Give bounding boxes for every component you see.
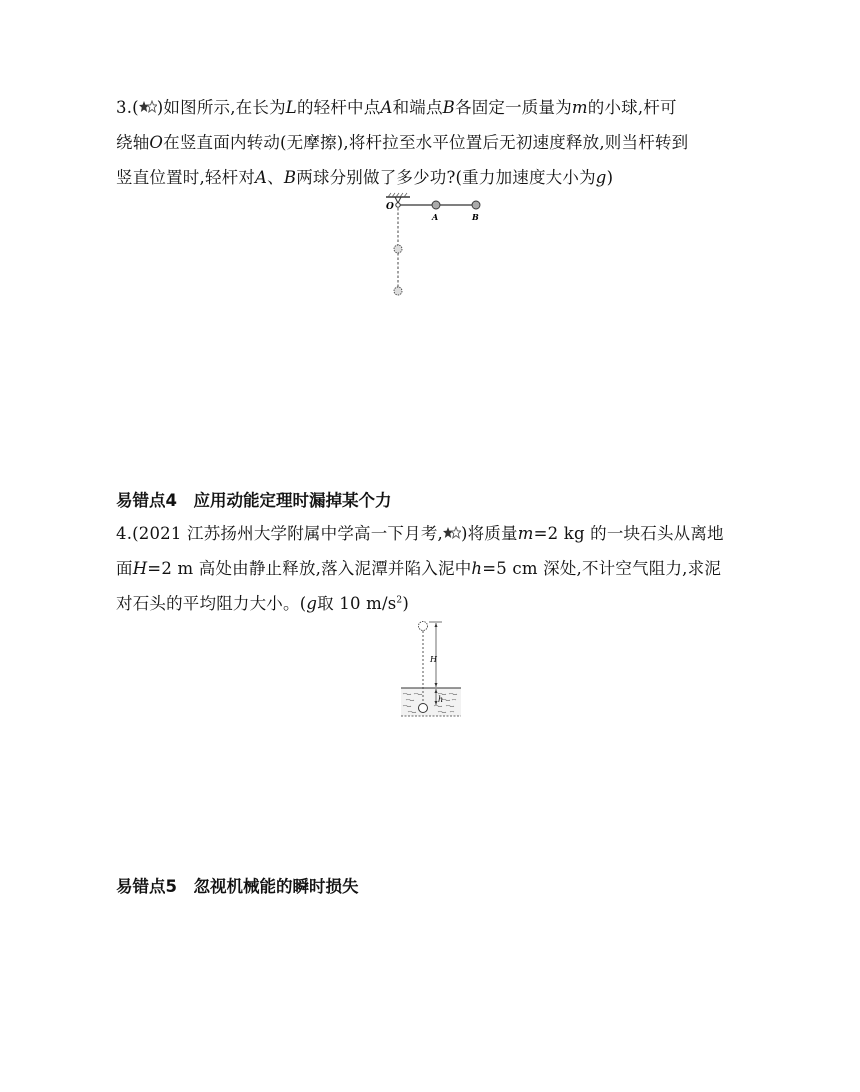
- ball-b: [472, 201, 480, 209]
- mud-pool: [401, 688, 461, 716]
- q3-number: 3.(: [116, 98, 139, 117]
- q3-line-1: 3.( )如图所示,在长为L的轻杆中点A和端点B各固定一质量为m的小球,杆可: [116, 98, 677, 117]
- difficulty-stars-icon: [139, 100, 157, 114]
- stone-end: [419, 704, 428, 713]
- label-h-upper: H: [430, 655, 437, 664]
- q4-line-2: 面H=2 m 高处由静止释放,落入泥潭并陷入泥中h=5 cm 深处,不计空气阻力,求泥: [116, 559, 722, 578]
- pivot-o: [396, 203, 400, 207]
- q4-line-3: 对石头的平均阻力大小。(g取 10 $m/s^2$): [116, 594, 409, 613]
- heading-error-point-4: 易错点4 应用动能定理时漏掉某个力: [116, 491, 392, 510]
- rod-pendulum-figure: [380, 192, 490, 302]
- label-b: B: [472, 212, 479, 222]
- stone-start-dashed: [419, 622, 428, 631]
- ball-a: [432, 201, 440, 209]
- label-h-lower: h: [438, 695, 444, 704]
- difficulty-stars-icon: [443, 526, 461, 540]
- label-o: O: [386, 202, 394, 212]
- ball-b-dashed: [394, 287, 402, 295]
- ball-a-dashed: [394, 245, 402, 253]
- q3-line-3: 竖直位置时,轻杆对A、B两球分别做了多少功?(重力加速度大小为g): [116, 168, 614, 187]
- stone-mud-figure: [398, 618, 464, 720]
- heading-error-point-5: 易错点5 忽视机械能的瞬时损失: [116, 877, 359, 896]
- q3-line-2: 绕轴O在竖直面内转动(无摩擦),将杆拉至水平位置后无初速度释放,则当杆转到: [116, 133, 689, 152]
- q4-line-1: 4.(2021 江苏扬州大学附属中学高一下月考, )将质量m=2 kg 的一块石头从离地: [116, 524, 724, 543]
- label-a: A: [432, 212, 439, 222]
